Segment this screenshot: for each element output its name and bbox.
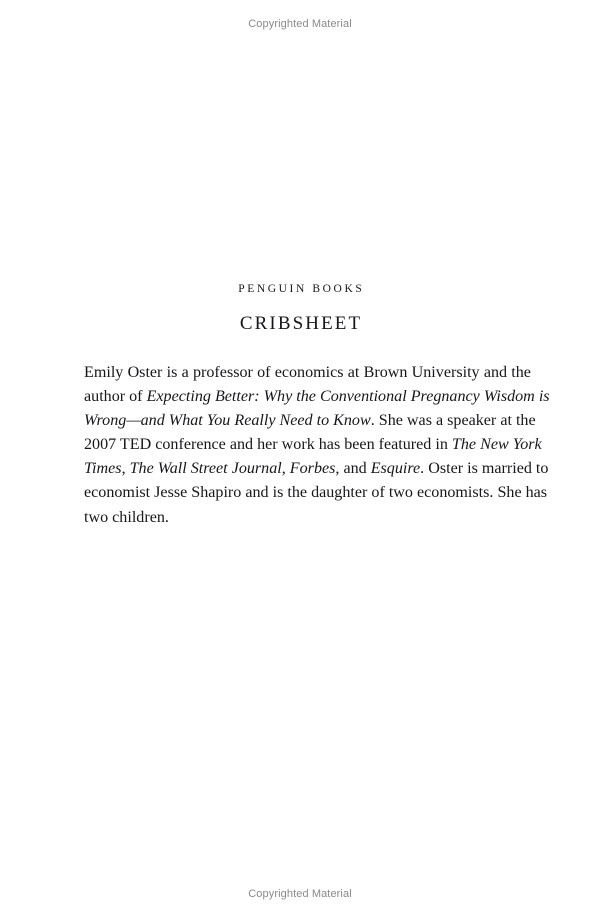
bio-text: author of (84, 388, 147, 406)
bio-line-1 (84, 361, 531, 385)
publication-title-italic: Forbes (289, 460, 336, 478)
bio-word: Emily (84, 364, 124, 381)
bio-word: University (411, 364, 480, 381)
bio-line-2 (84, 385, 550, 409)
publication-title-italic: The Wall Street Journal (129, 460, 282, 478)
bio-word: at (347, 364, 360, 381)
bio-word: the (511, 364, 531, 381)
bio-text: . She was a speaker at the (370, 412, 536, 430)
bio-line-6 (84, 481, 548, 505)
bio-word: a (181, 364, 189, 381)
book-title-italic: Wrong—and What You Really Need to Know (84, 412, 371, 430)
bio-text: economist Jesse Shapiro and is the daughter of two economists. She has (84, 484, 548, 502)
book-title-italic: Expecting Better: Why the Conventional Pregnancy Wisdom is (146, 388, 550, 406)
bio-line-7 (84, 506, 531, 530)
bio-word: and (483, 364, 508, 381)
publication-title-italic: Times (84, 460, 122, 478)
bio-word: Oster (127, 364, 163, 381)
copyright-watermark-bottom: Copyrighted Material (248, 888, 352, 900)
bio-text: 2007 TED conference and her work has been featured in (84, 436, 452, 454)
bio-line-4 (84, 433, 542, 457)
bio-text: , (281, 460, 290, 478)
bio-word: Brown (363, 364, 408, 381)
bio-text: . Oster is married to (420, 460, 549, 478)
bio-word: of (257, 364, 271, 381)
bio-line-3 (84, 409, 536, 433)
bio-text: two children. (84, 508, 169, 526)
bio-text: , (121, 460, 130, 478)
publication-title-italic: Esquire (370, 460, 421, 478)
bio-word: professor (192, 364, 253, 381)
copyright-watermark-top: Copyrighted Material (248, 18, 352, 30)
publication-title-italic: The New York (451, 436, 542, 454)
bio-line-5 (84, 457, 549, 481)
bio-text: , and (335, 460, 371, 478)
publisher-imprint: PENGUIN BOOKS (238, 283, 365, 295)
bio-word: economics (274, 364, 344, 381)
page-title: CRIBSHEET (239, 313, 363, 334)
bio-word: is (166, 364, 178, 381)
author-bio (84, 361, 550, 530)
